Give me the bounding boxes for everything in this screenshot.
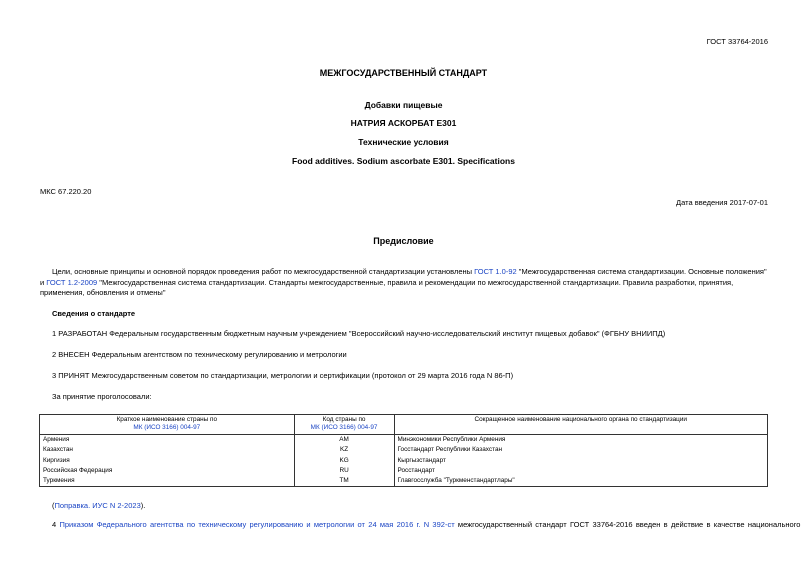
mk-iso-3166-code-link[interactable]: МК (ИСО 3166) 004-97 (310, 424, 378, 431)
table-row (40, 445, 768, 455)
item-enacted: 4 Приказом Федерального агентства по техническому регулированию и метрологии от 24 мая 2016 г. N 392-ст межгосударственный стандарт ГОСТ 33764-2016 введен в действие в качестве национального (52, 520, 801, 529)
code-cell: RU (294, 466, 394, 476)
body-cell: Минэкономики Республики Армения (394, 435, 768, 446)
code-cell: KG (294, 456, 394, 466)
product-group-title: Добавки пищевые (364, 100, 443, 110)
table-row (40, 466, 768, 476)
body-cell: Кыргызстандарт (394, 456, 768, 466)
subtitle: Технические условия (358, 137, 449, 147)
country-cell: Российская Федерация (40, 466, 295, 476)
body-cell: Госстандарт Республики Казахстан (394, 445, 768, 455)
country-cell: Армения (40, 435, 295, 446)
standard-type-title: МЕЖГОСУДАРСТВЕННЫЙ СТАНДАРТ (319, 68, 488, 78)
correction-note: (Поправка. ИУС N 2-2023). (52, 501, 146, 510)
preface-paragraph (40, 267, 768, 299)
mk-iso-3166-link[interactable]: МК (ИСО 3166) 004-97 (133, 424, 201, 431)
standard-info-heading: Сведения о стандарте (52, 309, 136, 318)
mks-code: МКС 67.220.20 (40, 187, 92, 196)
voting-countries-table (39, 414, 768, 487)
country-cell: Казахстан (40, 445, 295, 455)
preface-text-1: Цели, основные принципы и основной порядок проведения работ по межгосударственной стандартизации установлены (52, 267, 475, 276)
national-body-header: Сокращенное наименование национального органа по стандартизации (394, 415, 768, 435)
code-cell: KZ (294, 445, 394, 455)
code-cell: TM (294, 476, 394, 487)
table-row (40, 476, 768, 487)
preface-heading: Предисловие (373, 236, 434, 246)
country-code-header: Код страны по МК (ИСО 3166) 004-97 (294, 415, 394, 435)
document-number: ГОСТ 33764-2016 (706, 37, 768, 46)
item-adopted: 3 ПРИНЯТ Межгосударственным советом по стандартизации, метрологии и сертификации (протокол от 29 марта 2016 года N 86-П) (52, 371, 514, 380)
table-row (40, 456, 768, 466)
product-name-title: НАТРИЯ АСКОРБАТ Е301 (350, 118, 457, 128)
introduction-date: Дата введения 2017-07-01 (676, 198, 768, 207)
code-cell: AM (294, 435, 394, 446)
order-link[interactable]: Приказом Федерального агентства по техническому регулированию и метрологии от 24 мая 2016 г. N 392-ст (59, 520, 455, 529)
body-cell: Главгосслужба "Туркменстандартлары" (394, 476, 768, 487)
gost-1-0-92-link[interactable]: ГОСТ 1.0-92 (474, 267, 517, 276)
item-developed: 1 РАЗРАБОТАН Федеральным государственным бюджетным научным учреждением "Всероссийский научно-исследовательский институт пищевых добавок" (ФГБНУ ВНИИПД) (52, 329, 666, 338)
body-cell: Росстандарт (394, 466, 768, 476)
country-cell: Туркмения (40, 476, 295, 487)
item-introduced: 2 ВНЕСЕН Федеральным агентством по техническому регулированию и метрологии (52, 350, 347, 359)
voted-label: За принятие проголосовали: (52, 392, 152, 401)
table-header-row (40, 415, 768, 435)
preface-text-3: "Межгосударственная система стандартизации. Стандарты межгосударственные, правила и рекомендации по межгосударственной стандартизации. Правила разработки, принятия, применения, обновления и отмены" (40, 277, 734, 297)
table-row (40, 435, 768, 446)
gost-1-2-2009-link[interactable]: ГОСТ 1.2-2009 (46, 277, 98, 287)
correction-link[interactable]: Поправка. ИУС N 2-2023 (54, 501, 141, 510)
preface-text-2: "Межгосударственная система стандартизации. Основные положения" и (40, 267, 767, 287)
country-cell: Киргизия (40, 456, 295, 466)
english-title: Food additives. Sodium ascorbate E301. Specifications (292, 156, 515, 166)
country-name-header: Краткое наименование страны по МК (ИСО 3166) 004-97 (40, 415, 295, 435)
